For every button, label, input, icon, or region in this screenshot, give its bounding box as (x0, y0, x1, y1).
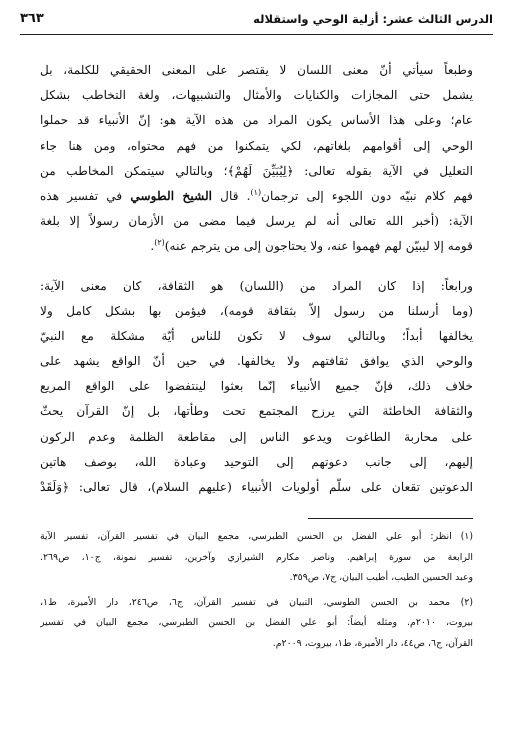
text-run: قومه إلا ليبيّن لهم فهموا عنه، ولا يحتاجون إلى من يترجم عنه) (164, 239, 473, 254)
text-line: خلاف ذلك، فإنّ جميع الأنبياء إنّما بعثوا لينتفضوا على الواقع المريع (40, 379, 473, 394)
text-line: عام؛ وعلى هذا الأساس يكون المراد من هذه الآية هو: إنّ الأنبياء قد حملوا (40, 113, 473, 128)
text-line (40, 234, 473, 259)
footnote-line: القرآن، ج٦، ص٤٤، دار الأميرة، ط١، بيروت، ٢٠٠٩م. (272, 637, 473, 649)
text-line: والوحي الذي يوافق ثقافتهم ولا يخالفها. في حين أنّ الواقع يشهد على (40, 354, 473, 369)
text-line: يخالفها أبداً؛ وبالتالي سوف لا تكون للناس أيّة مشكلة مع النبيّ (40, 328, 473, 343)
running-header (20, 10, 493, 32)
text-line: إليهم، إلى جانب دعوتهم إلى التوحيد وعبادة الله، بوصف هاتين (40, 454, 473, 469)
footnote-line: (٢) محمد بن الحسن الطوسي، التبيان في تفسير القرآن، ج٦، ص٢٤٦، دار الأميرة، ط١، (40, 596, 473, 608)
text-line: التعليل في الآية بقوله تعالى: ﴿لِيُبَيِّنَ لَهُمْ﴾؛ وبالتالي سيتمكن المخاطب من (40, 163, 473, 178)
text-line: على محاربة الطاغوت ويدعو الناس إلى مقاطعة الظلمة وعدم الركون (40, 429, 473, 444)
footnotes (40, 527, 473, 654)
text-run: في تفسير هذه (40, 188, 131, 203)
text-line: والثقافة الخاطئة التي يرزح المجتمع تحت وطأتها، بل إنّ القرآن يحثّ (40, 404, 473, 419)
author-name: الشيخ الطوسي (130, 188, 213, 203)
text-line: الوحي إلى أقوامهم بلغاتهم، لكي يتمكنوا من فهم محتواه، ومن هنا جاء (40, 138, 473, 153)
footnote-line: (١) انظر: أبو علي الفضل بن الحسن الطبرسي، مجمع البيان في تفسير القرآن، تفسير الآية (40, 531, 473, 542)
text-line: ورابعاً: إذا كان المراد من (اللسان) هو الثقافة، كان معنى الآية: (40, 278, 473, 293)
text-line: الآية: (أخبر الله تعالى أنه لم يرسل فيما مضى من الأزمان رسولاً إلا بلغة (40, 214, 473, 229)
header-title: الدرس الثالث عشر: أزلية الوحي واستقلاله (253, 12, 493, 26)
footnote-divider (308, 518, 473, 519)
text-run: . (150, 239, 155, 254)
footnote-line: بيروت، ٢٠١٠م. ومثله أيضاً: أبو علي الفضل بن الحسن الطبرسي، مجمع البيان في تفسير (40, 617, 473, 628)
footnote-ref: (١) (250, 187, 262, 197)
footnote-line: الرابعة من سورة إبراهيم. وناصر مكارم الشيرازي وآخرين، تفسير نمونة، ج١٠، ص٢٦٩. (40, 551, 473, 563)
text-line: (وما أرسلنا من رسول إلاّ بثقافة قومه)، فيؤمن بها بشكل كامل ولا (40, 303, 473, 318)
footnote-line: وعبد الحسين الطيب، أطيب البيان، ج٧، ص٣٥٩. (289, 572, 473, 583)
text-run: فهم كلام نبيّه دون اللجوء إلى ترجمان (261, 188, 473, 203)
header-divider (20, 34, 493, 35)
page-number: ٣٦٣ (20, 11, 44, 26)
main-text (40, 58, 473, 500)
text-line: الدعوتين تقعان على سلّم أولويات الأنبياء (عليهم السلام)، قال تعالى: ﴿وَلَقَدْ (40, 480, 473, 494)
text-line (40, 184, 473, 209)
text-run: . قال (212, 188, 251, 203)
text-line: وطبعاً سيأتي أنّ معنى اللسان لا يقتصر على المعنى الحقيقي للكلمة، بل (40, 63, 473, 77)
text-line: يشمل حتى المجازات والكنايات والأمثال والتشبيهات، ولغة التخاطب بشكل (40, 88, 473, 103)
footnote-ref: (٢) (154, 238, 165, 248)
